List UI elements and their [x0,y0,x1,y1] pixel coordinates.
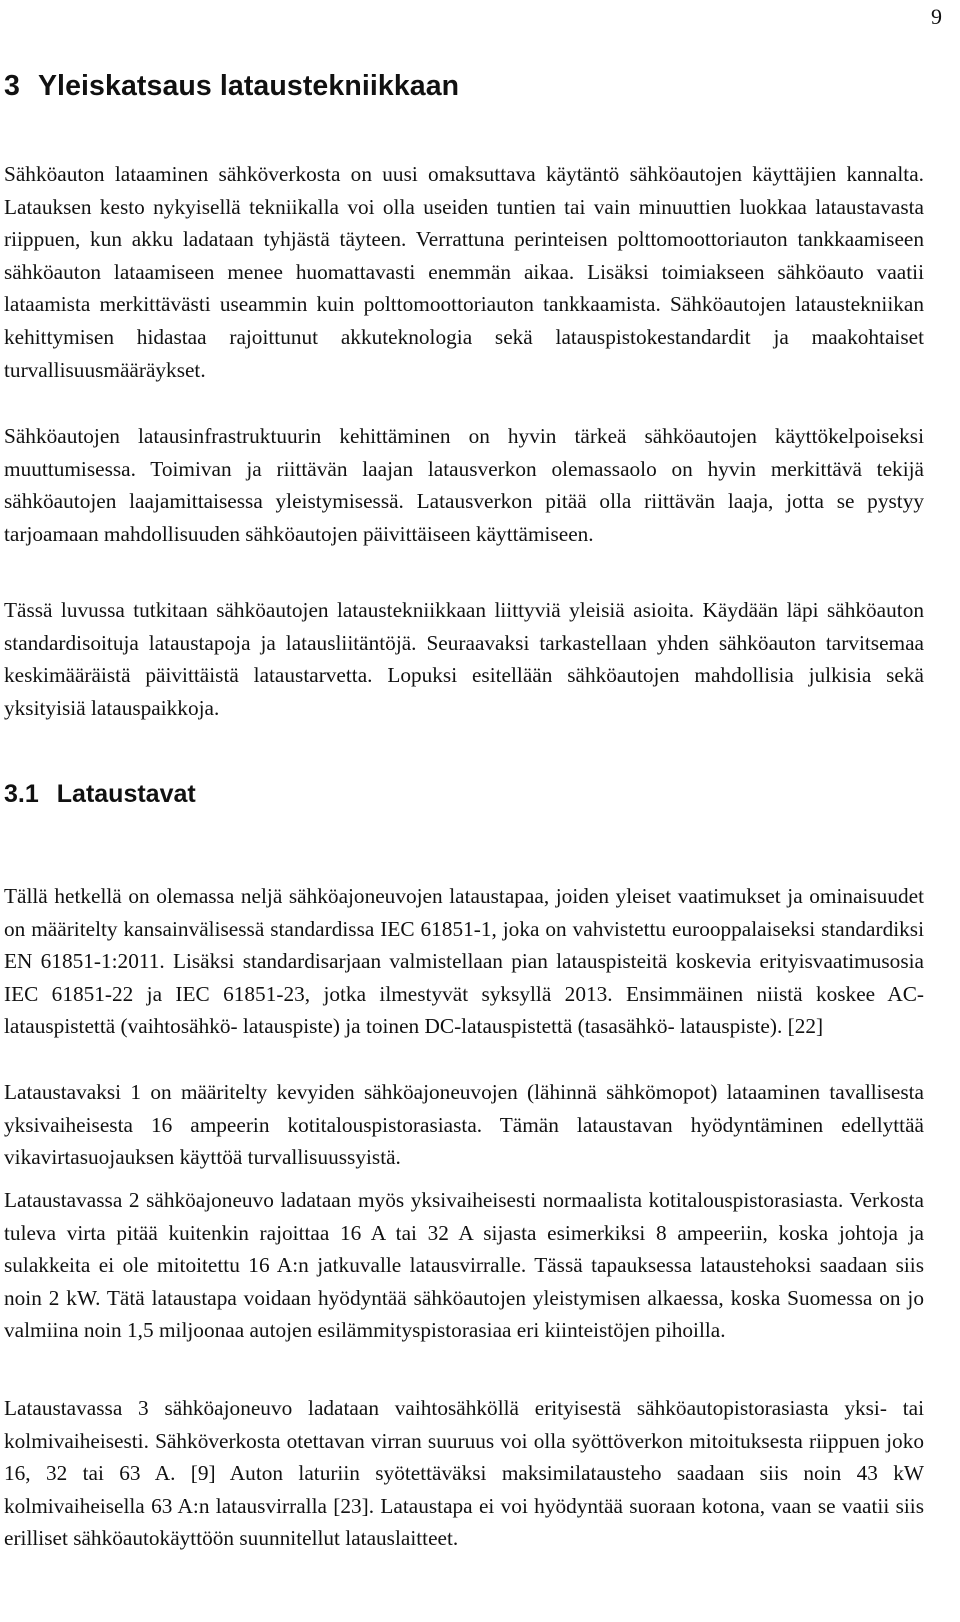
section-title: Yleiskatsaus lataustekniikkaan [37,70,460,102]
page-number: 9 [931,4,942,29]
subsection-paragraph: Lataustavaksi 1 on määritelty kevyiden sähköajoneuvojen (lähinnä sähkömopot) lataaminen tavallisesta yksivaiheisesta 16 ampeerin kotitalouspistorasiasta. Tämän lataustavan hyödyntäminen edellyttää vikavirtasuojauksen käyttöä turvallisuussyistä. [4,1080,924,1170]
subsection-paragraph: Lataustavassa 3 sähköajoneuvo ladataan vaihtosähköllä erityisestä sähköautopistorasiasta yksi- tai kolmivaiheisesti. Sähköverkosta otettavan virran suuruus voi olla syöttöverkon mitoituksesta riippuen joko 16, 32 tai 63 A. [9] Auton laturiin syötettäväksi maksimilatausteho saadaan siis noin 43 kW kolmivaiheisella 63 A:n latausvirralla [23]. Lataustapa ei voi hyödyntää suoraan kotona, vaan se vaatii siis erilliset sähköautokäyttöön suunnitellut latauslaitteet. [4,1396,924,1551]
section-paragraph: Sähköauton lataaminen sähköverkosta on uusi omaksuttava käytäntö sähköautojen käyttäjien kannalta. Latauksen kesto nykyisellä tekniikalla voi olla useiden tuntien tai vain minuuttien luokkaa lataustavasta riippuen, kun akku ladataan tyhjästä täyteen. Verrattuna perinteisen polttomoottoriauton tankkaamiseen sähköauton lataamiseen menee huomattavasti enemmän aikaa. Lisäksi toimiakseen sähköauto vaatii lataamista merkittävästi useammin kuin polttomoottoriauton tankkaamista. Sähköautojen lataustekniikan kehittymisen hidastaa rajoittunut akkuteknologia sekä latauspistokestandardit ja maakohtaiset turvallisuusmääräykset. [4,162,924,382]
section-heading [4,70,459,103]
section-paragraph: Sähköautojen latausinfrastruktuurin kehittäminen on hyvin tärkeä sähköautojen käyttökelpoiseksi muuttumisessa. Toimivan ja riittävän laajan latausverkon olemassaolo on hyvin merkittävä tekijä sähköautojen laajamittaisessa yleistymisessä. Latausverkon pitää olla riittävän laaja, jotta se pystyy tarjoamaan mahdollisuuden sähköautojen päivittäiseen käyttämiseen. [4,424,924,546]
section-number: 3 [4,70,20,102]
subsection-heading [4,780,196,809]
subsection-paragraph: Tällä hetkellä on olemassa neljä sähköajoneuvojen lataustapaa, joiden yleiset vaatimukset ja ominaisuudet on määritelty kansainvälisessä standardissa IEC 61851-1, joka on vahvistettu eurooppalaiseksi standardiksi EN 61851-1:2011. Lisäksi standardisarjaan valmistellaan pian latauspisteitä koskevia erityisvaatimusosia IEC 61851-22 ja IEC 61851-23, jotka ilmestyvät syksyllä 2013. Ensimmäinen niistä koskee AC-latauspistettä (vaihtosähkö- latauspiste) ja toinen DC-latauspistettä (tasasähkö- latauspiste). [22] [4,884,924,1039]
subsection-title: Lataustavat [56,780,196,808]
section-paragraph: Tässä luvussa tutkitaan sähköautojen lataustekniikkaan liittyviä yleisiä asioita. Käydään läpi sähköauton standardisoituja lataustapoja ja latausliitäntöjä. Seuraavaksi tarkastellaan yhden sähköauton tarvitsemaa keskimääräistä päivittäistä lataustarvetta. Lopuksi esitellään sähköautojen mahdollisia julkisia sekä yksityisiä latauspaikkoja. [4,598,924,720]
subsection-number: 3.1 [4,780,39,808]
subsection-paragraph: Lataustavassa 2 sähköajoneuvo ladataan myös yksivaiheisesti normaalista kotitalouspistorasiasta. Verkosta tuleva virta pitää kuitenkin rajoittaa 16 A tai 32 A sijasta esimerkiksi 8 ampeeriin, koska johtoja ja sulakkeita ei ole mitoitettu 16 A:n jatkuvalle latausvirralle. Tässä tapauksessa lataustehoksi saadaan siis noin 2 kW. Tätä lataustapa voidaan hyödyntää sähköautojen yleistymisen alkaessa, koska Suomessa on jo valmiina noin 1,5 miljoonaa autojen esilämmityspistorasiaa eri kiinteistöjen pihoilla. [4,1188,924,1343]
